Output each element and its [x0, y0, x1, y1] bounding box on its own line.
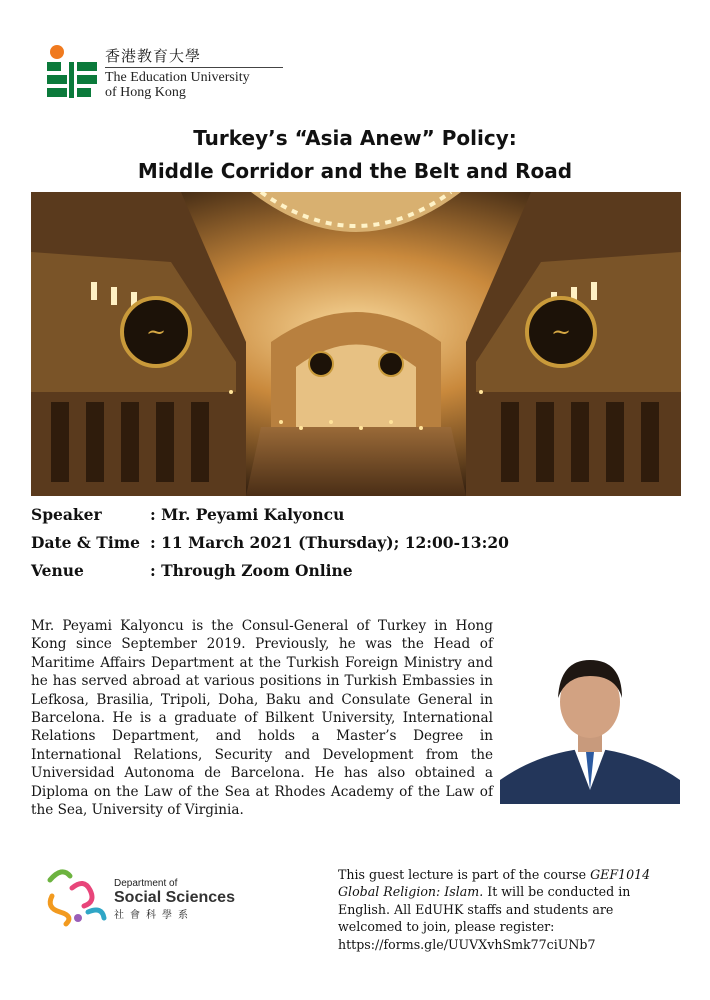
department-name-chinese: 社會科學系 [114, 910, 194, 921]
social-sciences-emblem-icon [44, 866, 110, 928]
speaker-portrait [500, 640, 680, 804]
event-title-line1: Turkey’s “Asia Anew” Policy: [193, 126, 517, 150]
registration-link[interactable]: https://forms.gle/UUVXvhSmk77ciUNb7 [338, 936, 596, 952]
detail-label: Venue [31, 561, 84, 580]
hero-image [31, 192, 681, 496]
department-label: Department of [114, 878, 178, 889]
detail-value: : Through Zoom Online [150, 561, 353, 580]
university-logo [45, 44, 250, 106]
university-name-line2: of Hong Kong [105, 85, 186, 100]
detail-label: Speaker [31, 505, 102, 524]
eduhk-emblem-icon [45, 44, 99, 102]
detail-label: Date & Time [31, 533, 140, 552]
department-logo [44, 866, 244, 928]
note-intro: This guest lecture is part of the course [338, 867, 591, 882]
university-name-line1: The Education University [105, 70, 250, 85]
speaker-bio: Mr. Peyami Kalyoncu is the Consul-General of Turkey in Hong Kong since September 2019. Previously, he was the Head of Maritime Affairs Department at the Turkish Foreign Ministry and he has served abroad at various positions in Turkish Embassies in Lefkosa, Brasilia, Tripoli, Doha, Baku and Consulate General in Barcelona. He is a graduate of Bilkent University, International Relations Department, and holds a Master’s Degree in International Relations, Security and Development from the Universidad Autonoma de Barcelona. He has also obtained a Diploma on the Law of the Sea at Rhodes Academy of the Law of the Sea, University of Virginia. [31, 618, 493, 819]
university-name-chinese: 香港教育大學 [105, 47, 202, 65]
hagia-sophia-icon [31, 192, 681, 496]
svg-text:~: ~ [550, 318, 572, 346]
course-code: GEF1014 Global Religion: Islam. [338, 867, 651, 900]
note-body: It will be conducted in English. All EdUHK staffs and students are welcomed to join, please register: [338, 884, 631, 935]
detail-value: : 11 March 2021 (Thursday); 12:00-13:20 [150, 533, 509, 552]
person-icon [500, 640, 680, 804]
event-title-line2: Middle Corridor and the Belt and Road [137, 159, 573, 183]
detail-value: : Mr. Peyami Kalyoncu [150, 505, 345, 524]
logo-divider [105, 67, 283, 68]
course-note [338, 866, 678, 953]
department-name: Social Sciences [114, 889, 235, 906]
svg-text:~: ~ [145, 318, 167, 346]
